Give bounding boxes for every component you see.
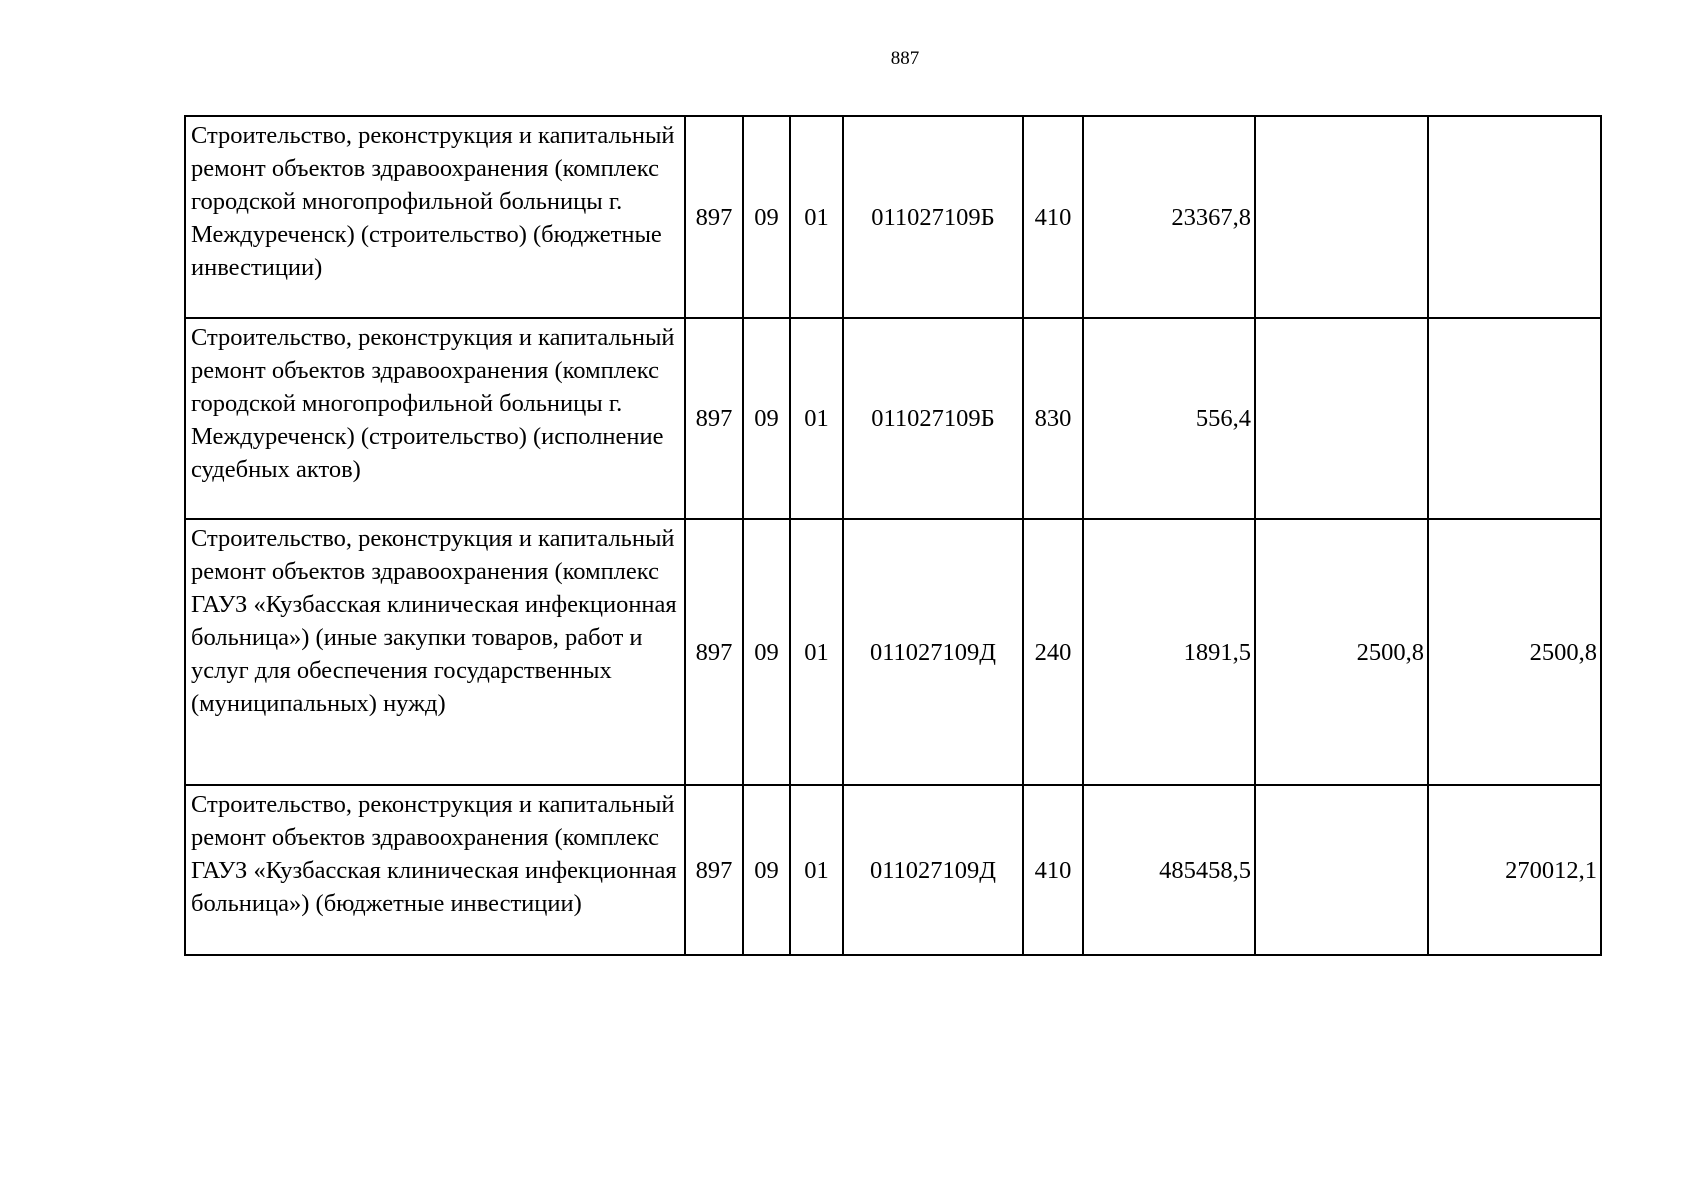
amount-year-2: [1255, 116, 1428, 318]
target-article-code: 011027109Д: [843, 519, 1023, 785]
target-article-code: 011027109Б: [843, 116, 1023, 318]
expense-type-code: 240: [1023, 519, 1083, 785]
amount-year-1: 485458,5: [1083, 785, 1255, 955]
ministry-code: 897: [685, 116, 743, 318]
target-article-code: 011027109Д: [843, 785, 1023, 955]
amount-year-1: 23367,8: [1083, 116, 1255, 318]
amount-year-2: [1255, 785, 1428, 955]
table-row: [185, 318, 1601, 519]
amount-year-3: [1428, 116, 1601, 318]
section-code: 09: [743, 116, 790, 318]
amount-year-1: 1891,5: [1083, 519, 1255, 785]
ministry-code: 897: [685, 785, 743, 955]
table-row: [185, 116, 1601, 318]
section-code: 09: [743, 785, 790, 955]
ministry-code: 897: [685, 519, 743, 785]
amount-year-3: 2500,8: [1428, 519, 1601, 785]
table-row: [185, 519, 1601, 785]
subsection-code: 01: [790, 318, 843, 519]
amount-year-3: 270012,1: [1428, 785, 1601, 955]
budget-table: [184, 115, 1602, 956]
amount-year-2: [1255, 318, 1428, 519]
row-description: Строительство, реконструкция и капитальный ремонт объектов здравоохранения (комплекс городской многопрофильной больницы г. Междуреченск) (строительство) (исполнение судебных актов): [185, 318, 685, 519]
amount-year-2: 2500,8: [1255, 519, 1428, 785]
row-description: Строительство, реконструкция и капитальный ремонт объектов здравоохранения (комплекс городской многопрофильной больницы г. Междуреченск) (строительство) (бюджетные инвестиции): [185, 116, 685, 318]
row-description: Строительство, реконструкция и капитальный ремонт объектов здравоохранения (комплекс ГАУЗ «Кузбасская клиническая инфекционная больница») (иные закупки товаров, работ и услуг для обеспечения государственных (муниципальных) нужд): [185, 519, 685, 785]
subsection-code: 01: [790, 116, 843, 318]
section-code: 09: [743, 519, 790, 785]
ministry-code: 897: [685, 318, 743, 519]
amount-year-3: [1428, 318, 1601, 519]
page-number: 887: [890, 48, 920, 69]
subsection-code: 01: [790, 519, 843, 785]
section-code: 09: [743, 318, 790, 519]
expense-type-code: 830: [1023, 318, 1083, 519]
expense-type-code: 410: [1023, 116, 1083, 318]
row-description: Строительство, реконструкция и капитальный ремонт объектов здравоохранения (комплекс ГАУЗ «Кузбасская клиническая инфекционная больница») (бюджетные инвестиции): [185, 785, 685, 955]
expense-type-code: 410: [1023, 785, 1083, 955]
amount-year-1: 556,4: [1083, 318, 1255, 519]
table-row: [185, 785, 1601, 955]
subsection-code: 01: [790, 785, 843, 955]
target-article-code: 011027109Б: [843, 318, 1023, 519]
